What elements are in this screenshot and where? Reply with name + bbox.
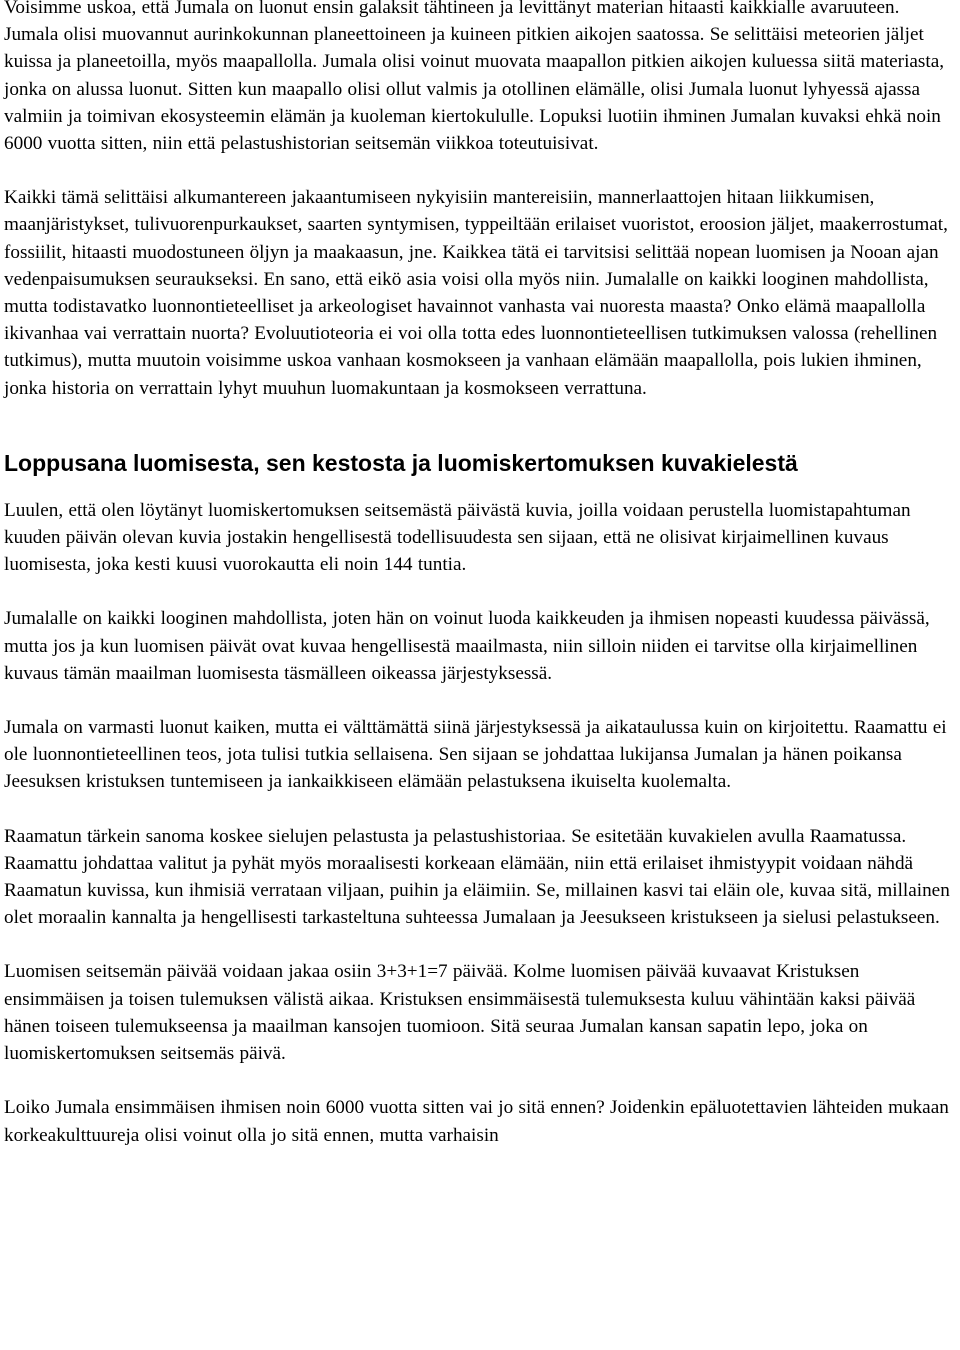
paragraph-six-days-possible: Jumalalle on kaikki looginen mahdollista, joten hän on voinut luoda kaikkeuden ja ihmisen nopeasti kuudessa päivässä, mutta jos ja kun luomisen päivät ovat kuvaa hengellisestä maailmasta, niin silloin niiden ei tarvitse olla kirjaimellinen kuvaus tämän maailman luomisesta täsmälleen oikeassa järjestyksessä. — [4, 608, 930, 684]
section-heading: Loppusana luomisesta, sen kestosta ja luomiskertomuksen kuvakielestä — [4, 449, 798, 476]
paragraph-bible-not-science: Jumala on varmasti luonut kaiken, mutta ei välttämättä siinä järjestyksessä ja aikataulussa kuin on kirjoitettu. Raamattu ei ole luonnontieteellinen teos, jota tulisi tutkia sellaisena. Sen sijaan se johdattaa lukijansa Jumalan ja hänen poikansa Jeesuksen kristuksen tuntemiseen ja iankaikkiseen elämään pelastuksena ikuiselta kuolemalta. — [4, 717, 947, 793]
document-page — [4, 0, 956, 1149]
paragraph-seven-days-split: Luomisen seitsemän päivää voidaan jakaa osiin 3+3+1=7 päivää. Kolme luomisen päivää kuvaavat Kristuksen ensimmäisen ja toisen tulemuksen välistä aikaa. Kristuksen ensimmäisestä tulemuksesta kuluu vähintään kaksi päivää hänen toiseen tulemukseensa ja maailman kansojen tuomioon. Sitä seuraa Jumalan kansan sapatin lepo, joka on luomiskertomuksen seitsemäs päivä. — [4, 961, 916, 1065]
paragraph-first-human: Loiko Jumala ensimmäisen ihmisen noin 6000 vuotta sitten vai jo sitä ennen? Joidenkin epäluotettavien lähteiden mukaan korkeakulttuureja olisi voinut olla jo sitä ennen, mutta varhaisin — [4, 1097, 949, 1146]
paragraph-galaxies: Voisimme uskoa, että Jumala on luonut ensin galaksit tähtineen ja levittänyt materian hitaasti kaikkialle avaruuteen. Jumala olisi muovannut aurinkokunnan planeettoineen ja kuineen pitkien aikojen saatossa. Se selittäisi meteorien jäljet kuissa ja planeetoilla, myös maapallolla. Jumala olisi voinut muovata maapallon pitkien aikojen kuluessa siitä materiasta, jonka on alussa luonut. Sitten kun maapallo olisi ollut valmis ja otollinen elämälle, olisi Jumala luonut lyhyessä ajassa valmiin ja toimivan ekosysteemin elämän ja kuoleman kiertokululle. Lopuksi luotiin ihminen Jumalan kuvaksi ehkä noin 6000 vuotta sitten, niin että pelastushistorian seitsemän viikkoa toteutuisivat. — [4, 0, 945, 155]
paragraph-seven-days-images: Luulen, että olen löytänyt luomiskertomuksen seitsemästä päivästä kuvia, joilla voidaan perustella luomistapahtuman kuuden päivän olevan kuvia jostakin hengellisestä todellisuudesta sen sijaan, että ne olisivat kirjaimellinen kuvaus luomisesta, joka kesti kuusi vuorokautta eli noin 144 tuntia. — [4, 499, 911, 576]
paragraph-salvation-message: Raamatun tärkein sanoma koskee sielujen pelastusta ja pelastushistoriaa. Se esitetään kuvakielen avulla Raamatussa. Raamattu johdattaa valitut ja pyhät myös moraalisesti korkeaan elämään, niin että erilaiset ihmistyypit voidaan nähdä Raamatun kuvissa, kun ihmisiä verrataan viljaan, puihin ja eläimiin. Se, millainen kasvi tai eläin ole, kuvaa sitä, millainen olet moraalin kannalta ja hengellisesti tarkasteltuna suhteessa Jumalaan ja Jeesukseen kristukseen ja sielusi pelastukseen. — [4, 825, 950, 929]
paragraph-continents: Kaikki tämä selittäisi alkumantereen jakaantumiseen nykyisiin mantereisiin, mannerlaattojen hitaan liikkumisen, maanjäristykset, tulivuorenpurkaukset, saarten syntymisen, typpeiltään erilaiset vuoristot, eroosion jäljet, maakerrostumat, fossiilit, hitaasti muodostuneen öljyn ja maakaasun, jne. Kaikkea tätä ei tarvitsisi selittää nopean luomisen ja Nooan ajan vedenpaisumuksen seuraukseksi. En sano, että eikö asia voisi olla myös niin. Jumalalle on kaikki looginen mahdollista, mutta todistavatko luonnontieteelliset ja arkeologiset havainnot vanhasta vai nuoresta maasta? Onko elämä maapallolla ikivanhaa vai verrattain nuorta? Evoluutioteoria ei voi olla totta edes luonnontieteellisen tutkimuksen valossa (rehellinen tutkimus), mutta muutoin voisimme uskoa vanhaan kosmokseen ja vanhaan elämään maapallolla, pois lukien ihminen, jonka historia on verrattain lyhyt muuhun luomakuntaan ja kosmokseen verrattuna. — [4, 187, 948, 399]
